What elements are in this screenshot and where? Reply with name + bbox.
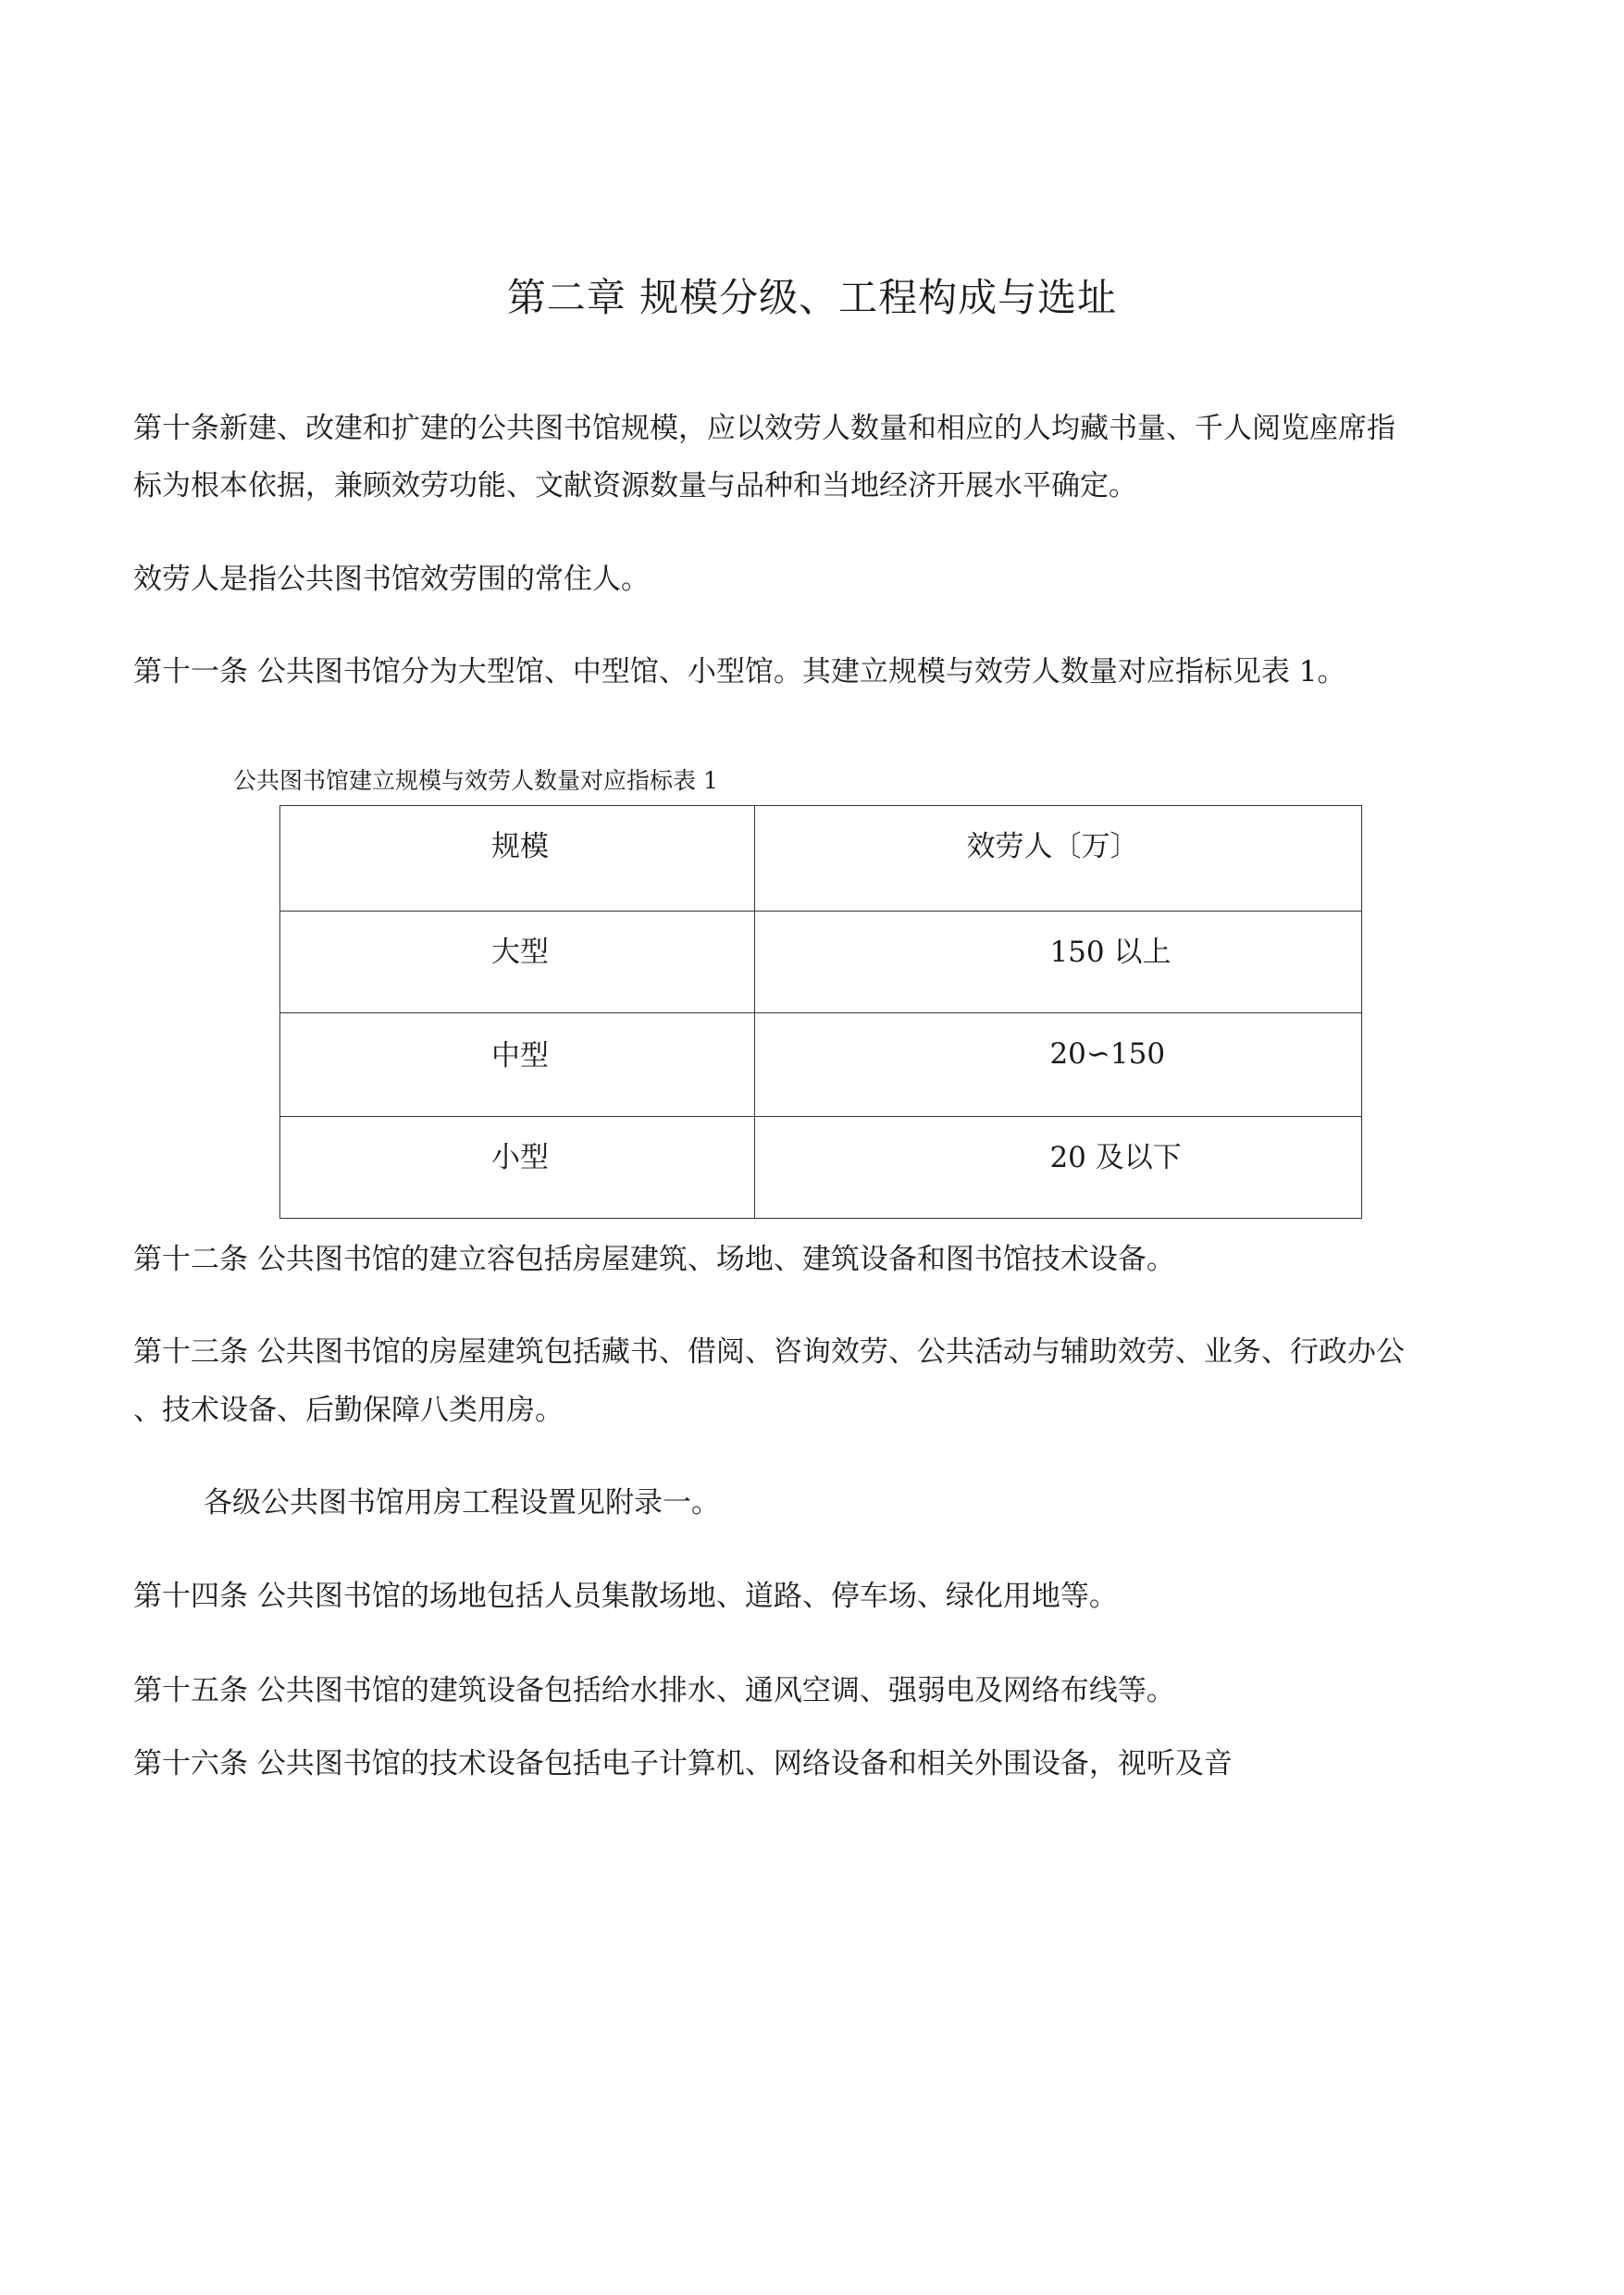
- article-11: 第十一条 公共图书馆分为大型馆、中型馆、小型馆。其建立规模与效劳人数量对应指标见表 1。: [133, 655, 1346, 688]
- table-caption: 公共图书馆建立规模与效劳人数量对应指标表 1: [233, 767, 718, 794]
- table-header-scale: 规模: [280, 806, 755, 912]
- appendix-reference: 各级公共图书馆用房工程设置见附录一。: [204, 1486, 720, 1520]
- table-cell-scale: 小型: [280, 1117, 755, 1219]
- article-13-line-2: 、技术设备、后勤保障八类用房。: [133, 1394, 564, 1427]
- article-15: 第十五条 公共图书馆的建筑设备包括给水排水、通风空调、强弱电及网络布线等。: [133, 1674, 1175, 1707]
- table-cell-population: 20∽150: [755, 1013, 1362, 1117]
- table-header-row: [280, 806, 1362, 912]
- article-12: 第十二条 公共图书馆的建立容包括房屋建筑、场地、建筑设备和图书馆技术设备。: [133, 1243, 1175, 1276]
- table-cell-scale: 中型: [280, 1013, 755, 1117]
- table-header-population: 效劳人〔万〕: [755, 806, 1362, 912]
- scale-table: [279, 805, 1362, 1219]
- chapter-title: 第二章 规模分级、工程构成与选址: [506, 275, 1118, 320]
- table-cell-population: 150 以上: [755, 912, 1362, 1013]
- article-16: 第十六条 公共图书馆的技术设备包括电子计算机、网络设备和相关外围设备，视听及音: [133, 1747, 1233, 1780]
- table-row: [280, 1013, 1362, 1117]
- table-cell-population: 20 及以下: [755, 1117, 1362, 1219]
- table-row: [280, 1117, 1362, 1219]
- table-row: [280, 912, 1362, 1013]
- article-10-line-1: 第十条新建、改建和扩建的公共图书馆规模，应以效劳人数量和相应的人均藏书量、千人阅览座席指: [133, 412, 1395, 445]
- article-13-line-1: 第十三条 公共图书馆的房屋建筑包括藏书、借阅、咨询效劳、公共活动与辅助效劳、业务、行政办公: [133, 1335, 1405, 1369]
- article-14: 第十四条 公共图书馆的场地包括人员集散场地、道路、停车场、绿化用地等。: [133, 1580, 1118, 1613]
- table-cell-scale: 大型: [280, 912, 755, 1013]
- service-population-definition: 效劳人是指公共图书馆效劳围的常住人。: [133, 563, 650, 596]
- article-10-line-2: 标为根本依据，兼顾效劳功能、文献资源数量与品种和当地经济开展水平确定。: [133, 469, 1137, 502]
